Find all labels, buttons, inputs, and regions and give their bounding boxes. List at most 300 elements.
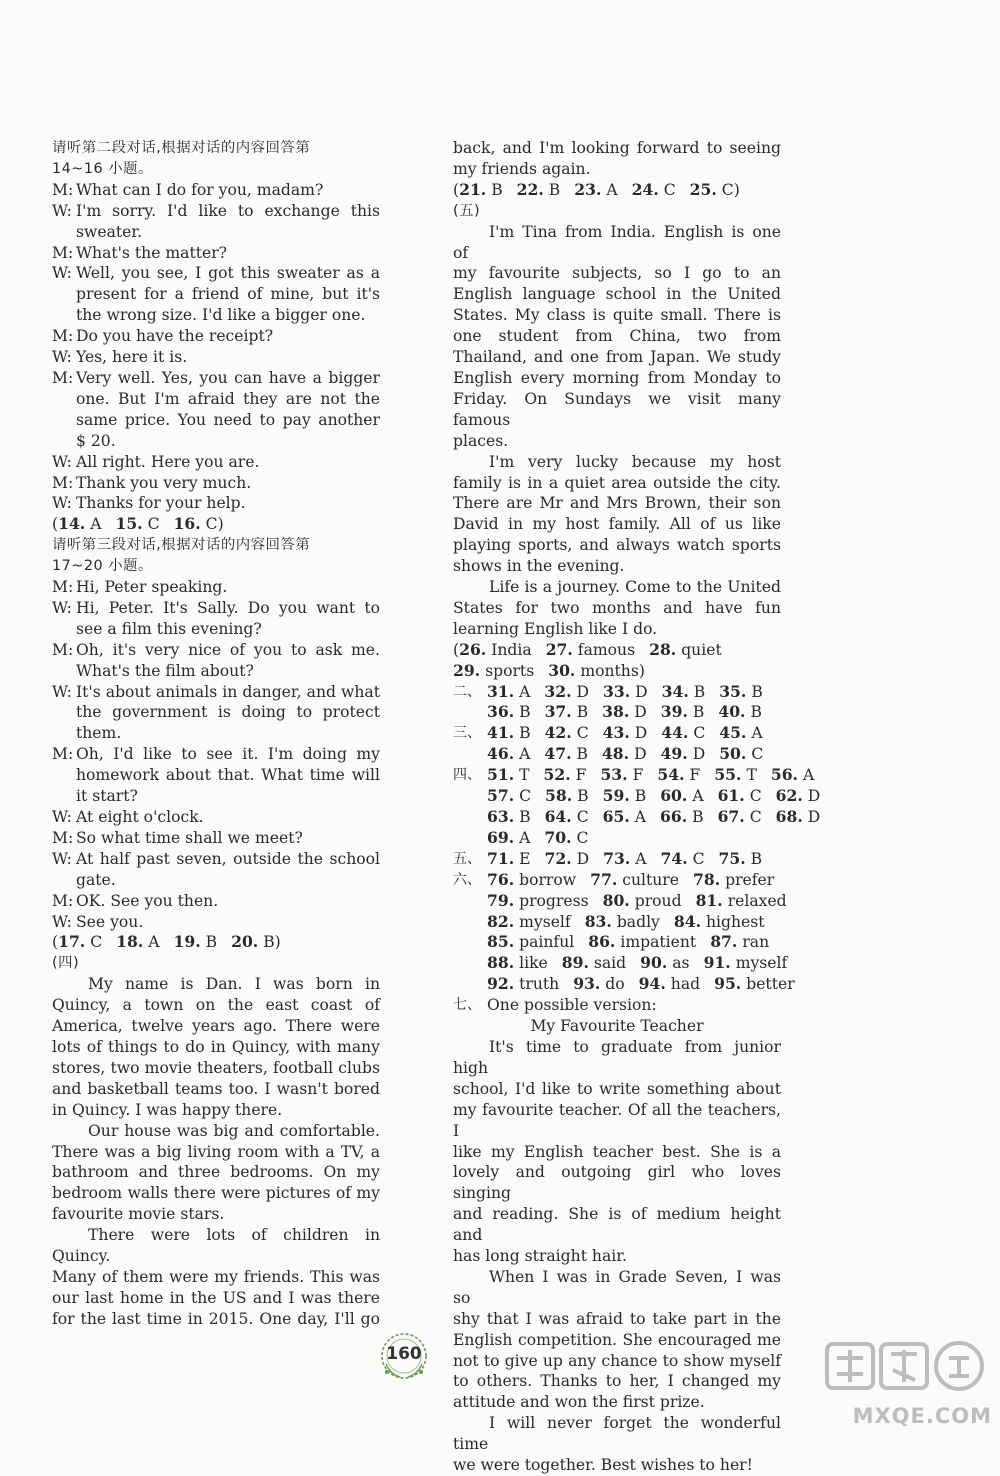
answer-value: B bbox=[750, 703, 762, 722]
answer-item bbox=[545, 787, 589, 805]
paragraph bbox=[52, 1225, 380, 1330]
question-number: 69. bbox=[487, 827, 515, 847]
question-number: 77. bbox=[590, 869, 618, 889]
text-line: my favourite subjects, so I go to an bbox=[453, 264, 781, 283]
dialogue-turn bbox=[52, 891, 380, 912]
dialogue-turn bbox=[52, 682, 380, 745]
essay-body bbox=[453, 1037, 781, 1476]
close-paren: ) bbox=[733, 180, 740, 199]
answer-value: C bbox=[749, 808, 762, 826]
text-line: It's time to graduate from junior high bbox=[453, 1037, 781, 1077]
answer-value: A bbox=[519, 682, 531, 701]
answer-value: C bbox=[147, 515, 160, 534]
answer-value: C bbox=[749, 787, 762, 806]
question-number: 45. bbox=[719, 723, 747, 743]
part-mark: 七、 bbox=[453, 997, 481, 1014]
answer-value: D bbox=[634, 703, 647, 722]
text-line: English language school in the United bbox=[453, 285, 781, 304]
answer-value: T bbox=[746, 766, 757, 785]
speaker-label: W: bbox=[52, 452, 72, 471]
answer-value: B bbox=[576, 703, 589, 722]
right-column bbox=[453, 138, 821, 1476]
text-line: my friends again. bbox=[453, 159, 591, 178]
text-line: Quincy, a town on the east coast of bbox=[52, 996, 380, 1015]
part-mark bbox=[453, 786, 487, 807]
answer-value: proud bbox=[634, 891, 682, 910]
answer-item bbox=[487, 703, 531, 721]
text-line: homework about that. What time will bbox=[76, 766, 380, 785]
answer-item bbox=[661, 724, 705, 742]
answer-item bbox=[58, 933, 102, 951]
question-number: 93. bbox=[573, 974, 601, 994]
answers-17-20 bbox=[52, 932, 380, 953]
question-number: 49. bbox=[660, 744, 688, 764]
answer-items bbox=[487, 953, 801, 974]
question-number: 66. bbox=[660, 807, 688, 826]
part-mark bbox=[453, 828, 487, 849]
question-number: 88. bbox=[487, 953, 515, 973]
question-number: 73. bbox=[603, 848, 631, 868]
text-line: I'm very lucky because my host bbox=[489, 452, 781, 471]
answer-value: B bbox=[548, 180, 561, 199]
text-line: to others. Thanks to her, I changed my bbox=[453, 1372, 781, 1391]
text-line: attitude and won the first prize. bbox=[453, 1393, 705, 1412]
answer-item bbox=[603, 683, 648, 701]
answer-row bbox=[453, 786, 821, 807]
answer-item bbox=[487, 933, 574, 951]
question-number: 61. bbox=[717, 786, 745, 806]
text-line: lovely and outgoing girl who loves singing bbox=[453, 1163, 781, 1203]
answer-value: B bbox=[519, 724, 531, 743]
question-number: 59. bbox=[602, 786, 630, 806]
answer-row bbox=[453, 890, 787, 912]
answer-item bbox=[661, 850, 705, 868]
question-number: 67. bbox=[717, 807, 745, 826]
speaker-label: W: bbox=[52, 849, 72, 868]
dialogue-turn bbox=[52, 598, 380, 640]
answer-item bbox=[231, 933, 275, 951]
question-number: 41. bbox=[487, 723, 515, 743]
section2-instruction bbox=[52, 138, 380, 180]
text-line: America, twelve years ago. There were bbox=[52, 1017, 380, 1036]
question-number: 86. bbox=[588, 932, 616, 952]
paragraph bbox=[52, 974, 380, 1120]
dialogue-text bbox=[76, 452, 380, 473]
paragraph bbox=[453, 1037, 781, 1267]
text-line: Well, you see, I got this sweater as a bbox=[76, 264, 380, 283]
text-line: There was a big living room with a TV, a bbox=[52, 1142, 380, 1161]
answer-value: B bbox=[692, 808, 704, 826]
instruction-line: 14~16 小题。 bbox=[52, 160, 153, 177]
answer-line bbox=[453, 640, 781, 661]
dialogue-turn bbox=[52, 849, 380, 891]
answer-item bbox=[719, 745, 763, 763]
question-number: 92. bbox=[487, 974, 515, 994]
dialogue-text bbox=[76, 891, 380, 912]
text-line: we were together. Best wishes to her! bbox=[453, 1456, 753, 1475]
answer-value: C bbox=[205, 515, 218, 534]
part-4-answers bbox=[453, 765, 821, 849]
text-line: I will never forget the wonderful time bbox=[453, 1414, 781, 1454]
answer-value: F bbox=[689, 766, 701, 785]
part-mark: 六、 bbox=[453, 871, 481, 888]
answer-value: C bbox=[519, 787, 532, 806]
part-mark bbox=[453, 953, 487, 974]
text-line: same price. You need to pay another bbox=[76, 410, 380, 429]
part-mark: 二、 bbox=[453, 683, 481, 700]
part7-intro: One possible version: bbox=[487, 996, 657, 1015]
answer-item bbox=[674, 913, 765, 931]
speaker-label: M: bbox=[52, 327, 74, 346]
text-line: Friday. On Sundays we visit many famous bbox=[453, 389, 781, 429]
answer-item bbox=[690, 181, 734, 199]
dialogue-text bbox=[76, 849, 380, 891]
dialogue-turn bbox=[52, 263, 380, 326]
dialogue-turn bbox=[52, 577, 380, 598]
answer-value: ran bbox=[742, 933, 770, 952]
text-line: one. But I'm afraid they are not the bbox=[76, 389, 380, 408]
answer-item bbox=[662, 683, 706, 701]
speaker-label: W: bbox=[52, 808, 72, 826]
speaker-label: W: bbox=[52, 494, 72, 513]
answer-item bbox=[776, 808, 821, 826]
answer-item bbox=[603, 724, 648, 742]
question-number: 76. bbox=[487, 869, 515, 889]
question-number: 36. bbox=[487, 702, 515, 722]
answer-item bbox=[487, 829, 530, 847]
answer-item bbox=[487, 954, 548, 972]
answer-item bbox=[544, 745, 588, 763]
text-line: our last home in the US and I was there bbox=[52, 1288, 380, 1307]
speaker-label: M: bbox=[52, 745, 74, 764]
question-number: 87. bbox=[710, 932, 738, 952]
part-mark: 四、 bbox=[453, 767, 481, 784]
text-line: OK. See you then. bbox=[76, 891, 219, 910]
answer-value: B bbox=[519, 703, 531, 722]
section4-label: (四) bbox=[52, 955, 80, 972]
text-line: There are Mr and Mrs Brown, their son bbox=[453, 494, 781, 513]
speaker-label: M: bbox=[52, 243, 74, 262]
text-line: like my English teacher best. She is a bbox=[453, 1142, 781, 1161]
question-number: 62. bbox=[775, 786, 803, 806]
text-line: Very well. Yes, you can have a bigger bbox=[76, 368, 380, 387]
part-mark bbox=[453, 702, 487, 723]
answer-value: T bbox=[519, 766, 530, 785]
question-number: 68. bbox=[775, 807, 803, 826]
answer-item bbox=[487, 766, 530, 784]
answer-items bbox=[487, 870, 788, 891]
speaker-label: W: bbox=[52, 598, 72, 617]
question-number: 81. bbox=[695, 890, 723, 910]
part7-header bbox=[453, 995, 781, 1016]
question-number: 46. bbox=[487, 744, 515, 764]
answer-value: D bbox=[807, 808, 821, 826]
text-line: gate. bbox=[76, 870, 116, 889]
answer-item bbox=[660, 808, 704, 826]
answer-value: B bbox=[750, 849, 763, 868]
dialogue-turn bbox=[52, 640, 380, 682]
page-number-badge bbox=[376, 1328, 432, 1384]
question-number: 44. bbox=[661, 723, 689, 743]
part-mark bbox=[453, 807, 487, 828]
answer-value: myself bbox=[519, 912, 571, 931]
passage-5 bbox=[453, 222, 781, 640]
text-line: Hi, Peter speaking. bbox=[76, 578, 228, 597]
answer-item bbox=[459, 181, 503, 199]
answer-value: D bbox=[576, 849, 590, 868]
text-line: sweater. bbox=[76, 222, 143, 241]
dialogue-turn bbox=[52, 326, 380, 347]
part-7-writing bbox=[453, 995, 781, 1476]
part-mark: 五、 bbox=[453, 850, 481, 867]
text-line: learning English like I do. bbox=[453, 619, 658, 638]
part-6-answers bbox=[453, 869, 795, 995]
answer-item bbox=[661, 745, 706, 763]
text-line: Yes, here it is. bbox=[76, 348, 188, 367]
open-paren: ( bbox=[453, 180, 460, 199]
answer-item bbox=[115, 515, 159, 533]
question-number: 56. bbox=[770, 765, 798, 785]
answer-item bbox=[719, 683, 763, 701]
answer-item bbox=[588, 933, 696, 951]
answer-value: C bbox=[576, 808, 589, 826]
answer-item bbox=[640, 954, 689, 972]
answer-item bbox=[487, 850, 531, 868]
speaker-label: M: bbox=[52, 368, 74, 387]
speaker-label: M: bbox=[52, 180, 74, 199]
answer-items bbox=[487, 682, 781, 703]
answer-row bbox=[453, 682, 781, 703]
answer-value: C bbox=[576, 724, 589, 743]
answer-item bbox=[632, 181, 676, 199]
answer-item bbox=[174, 933, 218, 951]
question-number: 75. bbox=[718, 848, 746, 868]
answer-value: badly bbox=[616, 912, 660, 931]
dialogue-turn bbox=[52, 807, 380, 828]
text-line: has long straight hair. bbox=[453, 1247, 627, 1266]
question-number: 18. bbox=[116, 932, 144, 952]
speaker-label: M: bbox=[52, 578, 74, 597]
text-line: Thank you very much. bbox=[76, 473, 252, 492]
answer-item bbox=[487, 745, 530, 763]
answer-value: D bbox=[634, 724, 648, 743]
answer-items bbox=[487, 786, 834, 807]
essay-title: My Favourite Teacher bbox=[530, 1017, 704, 1036]
question-number: 71. bbox=[487, 848, 515, 868]
answer-value: highest bbox=[705, 912, 765, 931]
question-number: 42. bbox=[544, 723, 572, 743]
open-paren: ( bbox=[453, 640, 460, 659]
text-line: Do you have the receipt? bbox=[76, 327, 274, 346]
answer-items bbox=[487, 891, 801, 912]
answer-item bbox=[696, 892, 787, 910]
text-line: places. bbox=[453, 431, 509, 450]
part-mark bbox=[453, 932, 487, 953]
watermark bbox=[817, 1336, 992, 1428]
dialogue-turn bbox=[52, 243, 380, 264]
answer-item bbox=[657, 766, 700, 784]
answer-item bbox=[574, 181, 617, 199]
text-line: and basketball teams too. I wasn't bored bbox=[52, 1079, 380, 1098]
question-number: 35. bbox=[719, 681, 747, 701]
answer-item bbox=[718, 808, 762, 826]
answer-value: famous bbox=[577, 640, 636, 659]
text-line: What's the film about? bbox=[76, 661, 254, 680]
answer-row bbox=[453, 912, 781, 933]
question-number: 47. bbox=[544, 744, 572, 764]
dialogue-2 bbox=[52, 180, 380, 515]
paragraph bbox=[453, 452, 781, 577]
answer-row bbox=[453, 932, 781, 953]
question-number: 30. bbox=[548, 660, 576, 680]
answers-14-16 bbox=[52, 514, 380, 535]
answer-line bbox=[52, 932, 380, 953]
answer-value: D bbox=[576, 682, 589, 701]
question-number: 51. bbox=[487, 765, 515, 785]
answer-item bbox=[174, 515, 218, 533]
answer-items bbox=[487, 723, 781, 744]
answer-items bbox=[487, 828, 781, 849]
answer-row bbox=[453, 974, 795, 995]
question-number: 19. bbox=[173, 932, 201, 952]
answer-value: progress bbox=[519, 891, 589, 910]
answer-item bbox=[714, 766, 757, 784]
answer-item bbox=[603, 808, 646, 826]
answer-item bbox=[545, 850, 590, 868]
answer-item bbox=[710, 933, 769, 951]
answer-items bbox=[487, 807, 834, 828]
text-line: see a film this evening? bbox=[76, 619, 262, 638]
question-number: 33. bbox=[603, 681, 631, 701]
answer-value: C bbox=[693, 724, 706, 743]
answer-row bbox=[453, 723, 781, 744]
answer-value: culture bbox=[622, 870, 679, 889]
answer-value: B bbox=[263, 933, 275, 952]
text-line: At eight o'clock. bbox=[76, 808, 204, 826]
answer-item bbox=[719, 850, 763, 868]
question-number: 84. bbox=[673, 911, 702, 931]
answer-line bbox=[453, 180, 781, 201]
answer-value: C bbox=[692, 849, 705, 868]
answer-item bbox=[487, 913, 571, 931]
dialogue-turn bbox=[52, 912, 380, 933]
answer-item bbox=[453, 662, 534, 680]
text-line: Oh, it's very nice of you to ask me. bbox=[76, 640, 380, 659]
text-line: it start? bbox=[76, 787, 138, 806]
question-number: 24. bbox=[631, 179, 659, 199]
answer-item bbox=[600, 766, 643, 784]
dialogue-text bbox=[76, 807, 380, 828]
part-2-answers bbox=[453, 682, 781, 724]
question-number: 80. bbox=[602, 890, 630, 910]
text-line: bathroom and three bedrooms. On my bbox=[52, 1163, 380, 1182]
answer-value: A bbox=[606, 180, 618, 199]
answer-value: as bbox=[672, 954, 690, 973]
answer-item bbox=[776, 787, 821, 805]
question-number: 91. bbox=[703, 953, 731, 973]
speaker-label: W: bbox=[52, 682, 72, 701]
answer-item bbox=[649, 641, 722, 659]
answer-value: A bbox=[692, 787, 704, 806]
question-number: 52. bbox=[543, 765, 571, 785]
text-line: What's the matter? bbox=[76, 243, 228, 262]
text-line: $ 20. bbox=[76, 431, 116, 450]
answer-item bbox=[704, 954, 788, 972]
answer-item bbox=[459, 641, 532, 659]
answer-item bbox=[544, 683, 589, 701]
answer-value: had bbox=[670, 975, 701, 994]
answer-value: India bbox=[491, 640, 532, 659]
answer-item bbox=[718, 703, 762, 721]
text-line: So what time shall we meet? bbox=[76, 828, 303, 847]
text-line: English competition. She encouraged me bbox=[453, 1330, 781, 1349]
text-line: Oh, I'd like to see it. I'm doing my bbox=[76, 745, 380, 764]
dialogue-text bbox=[76, 912, 380, 933]
answer-items bbox=[487, 744, 781, 765]
text-line: My name is Dan. I was born in bbox=[88, 975, 380, 994]
answer-item bbox=[546, 641, 635, 659]
text-line: Our house was big and comfortable. bbox=[88, 1121, 380, 1140]
answer-item bbox=[517, 181, 561, 199]
question-number: 55. bbox=[714, 765, 742, 785]
question-number: 78. bbox=[693, 869, 721, 889]
question-number: 14. bbox=[58, 514, 86, 534]
answer-value: myself bbox=[735, 954, 788, 973]
speaker-label: M: bbox=[52, 640, 74, 659]
text-line: playing sports, and always watch sports bbox=[453, 536, 781, 555]
question-number: 15. bbox=[115, 514, 143, 534]
text-line: the government is doing to protect bbox=[76, 703, 380, 722]
answer-value: A bbox=[90, 515, 102, 534]
answer-value: A bbox=[519, 828, 531, 847]
text-line: David in my host family. All of us like bbox=[453, 515, 781, 534]
dialogue-text bbox=[76, 640, 380, 682]
part-mark bbox=[453, 744, 487, 765]
text-line: favourite movie stars. bbox=[52, 1205, 225, 1224]
text-line: When I was in Grade Seven, I was so bbox=[453, 1267, 781, 1307]
question-number: 79. bbox=[487, 890, 515, 910]
text-line: my favourite teacher. Of all the teachers, I bbox=[453, 1100, 781, 1140]
speaker-label: M: bbox=[52, 891, 74, 910]
answer-item bbox=[719, 724, 762, 742]
answer-item bbox=[545, 724, 589, 742]
section5-label: (五) bbox=[453, 202, 481, 219]
paragraph bbox=[52, 1121, 380, 1226]
open-paren: ( bbox=[52, 515, 59, 534]
answer-items bbox=[487, 702, 781, 723]
text-line: present for a friend of mine, but it's bbox=[76, 285, 380, 304]
answer-value: borrow bbox=[519, 870, 577, 889]
answer-value: A bbox=[148, 933, 160, 952]
speaker-label: M: bbox=[52, 473, 74, 492]
answer-value: B bbox=[491, 180, 503, 199]
answer-items bbox=[487, 765, 828, 786]
answer-row bbox=[453, 765, 815, 786]
answer-item bbox=[693, 871, 774, 889]
text-line: States for two months and have fun bbox=[453, 598, 781, 617]
question-number: 43. bbox=[602, 723, 630, 743]
answer-value: B bbox=[751, 682, 763, 701]
answer-item bbox=[487, 808, 531, 826]
text-line: shy that I was afraid to take part in the bbox=[453, 1309, 781, 1328]
answer-item bbox=[639, 975, 700, 993]
answer-value: sports bbox=[485, 661, 535, 680]
question-number: 21. bbox=[459, 179, 487, 199]
close-paren: ) bbox=[274, 933, 281, 952]
dialogue-3 bbox=[52, 577, 380, 932]
question-number: 95. bbox=[714, 974, 742, 994]
question-number: 17. bbox=[58, 932, 86, 952]
